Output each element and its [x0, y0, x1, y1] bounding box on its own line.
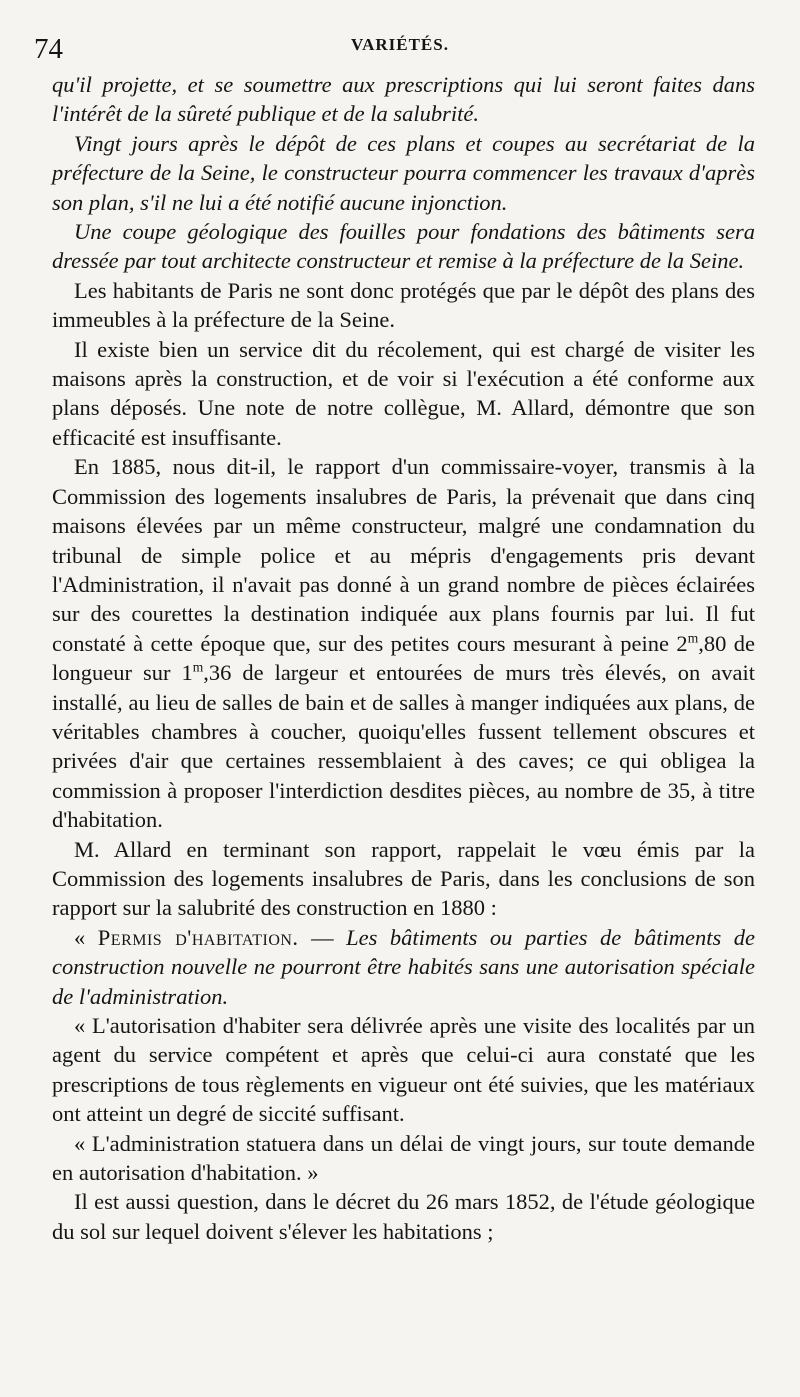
quote-open: «	[74, 924, 98, 950]
paragraph-4: Les habitants de Paris ne sont donc protégés que par le dépôt des plans des immeubles à la préfecture de la Seine.	[52, 277, 755, 333]
paragraph-3: Une coupe géologique des fouilles pour fondations des bâtiments sera dressée par tout architecte constructeur et remise à la préfecture de la Seine.	[52, 219, 755, 274]
body-text	[52, 70, 755, 1246]
paragraph-6-part-b: ,80 de longueur sur 1	[52, 630, 755, 686]
page-number: 74	[34, 33, 63, 65]
paragraph-1: qu'il projette, et se soumettre aux prescriptions qui lui seront faites dans l'intérêt de la sûreté publique et de la salubrité.	[52, 72, 755, 127]
paragraph-10: « L'administration statuera dans un délai de vingt jours, sur toute demande en autorisation d'habitation. »	[52, 1130, 755, 1186]
paragraph-8	[52, 923, 755, 1011]
paragraph-6	[52, 452, 755, 834]
page-header	[32, 28, 768, 65]
paragraph-9: « L'autorisation d'habiter sera délivrée après une visite des localités par un agent du service compétent et après que celui-ci aura constaté que les prescriptions de tous règlements en vigueur ont été suivies, que les matériaux ont atteint un degré de siccité suffisant.	[52, 1013, 755, 1127]
paragraph-7: M. Allard en terminant son rapport, rappelait le vœu émis par la Commission des logements insalubres de Paris, dans les conclusions de son rapport sur la salubrité des construction en 1880 :	[52, 836, 755, 921]
permis-heading: Permis d'habitation.	[97, 924, 299, 950]
superscript-m-2: m	[192, 659, 204, 675]
running-head: VARIÉTÉS.	[351, 35, 449, 54]
em-dash: —	[298, 924, 347, 950]
paragraph-6-part-a: En 1885, nous dit-il, le rapport d'un commissaire-voyer, transmis à la Commission des logements insalubres de Paris, la prévenait que dans cinq maisons élevées par un même constructeur, malgré une condamnation du tribunal de simple police et au mépris d'engagements pris devant l'Administration, il n'avait pas donné à un grand nombre de pièces éclairées sur des courettes la destination indiquée aux plans fournis par lui. Il fut constaté à cette époque que, sur des petites cours mesurant à peine 2	[52, 454, 755, 656]
paragraph-5: Il existe bien un service dit du récolement, qui est chargé de visiter les maisons après la construction, et de voir si l'exécution a été conforme aux plans déposés. Une note de notre collègue, M. Allard, démontre que son efficacité est insuffisante.	[52, 336, 755, 450]
permis-text: Les bâtiments ou parties de bâtiments de construction nouvelle ne pourront être habités sans une autorisation spéciale de l'administration.	[52, 924, 756, 1009]
paragraph-11: Il est aussi question, dans le décret du 26 mars 1852, de l'étude géologique du sol sur lequel doivent s'élever les habitations ;	[52, 1189, 755, 1244]
superscript-m-1: m	[687, 630, 699, 646]
paragraph-2: Vingt jours après le dépôt de ces plans et coupes au secrétariat de la préfecture de la Seine, le constructeur pourra commencer les travaux d'après son plan, s'il ne lui a été notifié aucune injonction.	[52, 130, 755, 215]
paragraph-6-part-c: ,36 de largeur et entourées de murs très élevés, on avait installé, au lieu de salles de bain et de salles à manger indiquées aux plans, de véritables chambres à coucher, quoiqu'elles fussent tellement obscures et privées d'air que certaines ressemblaient à des caves; ce qui obligea la commission à proposer l'interdiction desdites pièces, au nombre de 35, à titre d'habitation.	[52, 660, 756, 833]
